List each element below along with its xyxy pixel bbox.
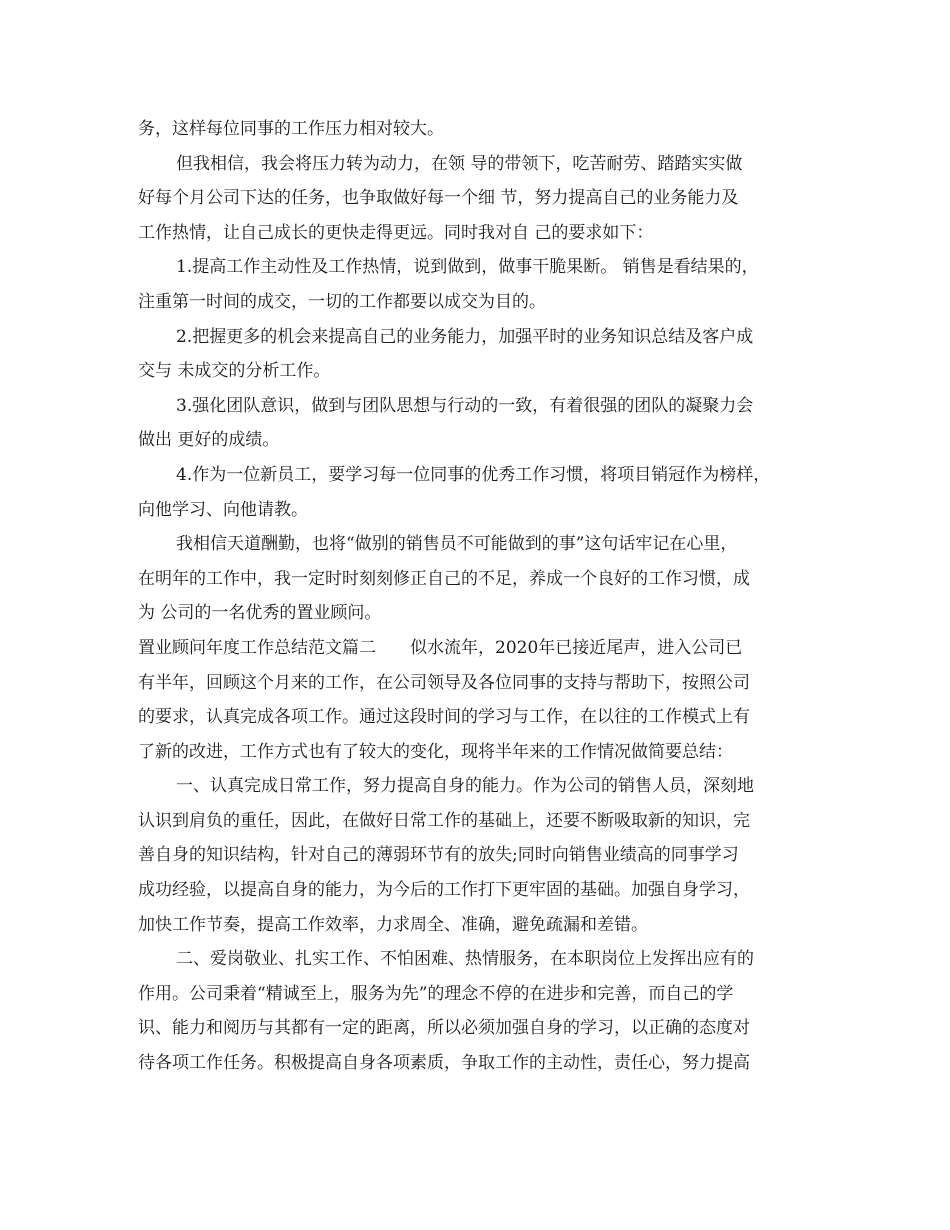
text-line: 4.作为一位新员工，要学习每一位同事的优秀工作习惯，将项目销冠作为榜样， bbox=[176, 464, 771, 485]
text-line: 作用。公司秉着“精诚至上，服务为先”的理念不停的在进步和完善，而自己的学 bbox=[138, 983, 734, 1004]
document-body bbox=[138, 112, 828, 1081]
text-line: 好每个月公司下达的任务，也争取做好每一个细 节，努力提高自己的业务能力及 bbox=[138, 188, 739, 209]
text-line: 二、爱岗敬业、扎实工作、不怕困难、热情服务，在本职岗位上发挥出应有的 bbox=[176, 949, 754, 970]
text-line: 交与 未成交的分析工作。 bbox=[138, 361, 331, 382]
text-line: 注重第一时间的成交，一切的工作都要以成交为目的。 bbox=[138, 291, 546, 312]
text-line: 1.提高工作主动性及工作热情，说到做到，做事干脆果断。 销售是看结果的， bbox=[176, 257, 759, 278]
text-line: 识、能力和阅历与其都有一定的距离，所以必须加强自身的学习，以正确的态度对 bbox=[138, 1018, 750, 1039]
text-line: 待各项工作任务。积极提高自身各项素质，争取工作的主动性，责任心，努力提高 bbox=[138, 1053, 750, 1074]
text-line: 做出 更好的成绩。 bbox=[138, 430, 280, 451]
text-line: 了新的改进，工作方式也有了较大的变化，现将半年来的工作情况做简要总结： bbox=[138, 741, 733, 762]
text-line: 工作热情，让自己成长的更快走得更远。同时我对自 己的要求如下： bbox=[138, 222, 654, 243]
text-line: 善自身的知识结构，针对自己的薄弱环节有的放失;同时向销售业绩高的同事学习 bbox=[138, 845, 739, 866]
text-line: 加快工作节奏，提高工作效率，力求周全、准确，避免疏漏和差错。 bbox=[138, 914, 648, 935]
text-line: 有半年，回顾这个月来的工作，在公司领导及各位同事的支持与帮助下，按照公司 bbox=[138, 672, 750, 693]
text-line: 一、认真完成日常工作，努力提高自身的能力。作为公司的销售人员，深刻地 bbox=[176, 776, 754, 797]
text-line: 的要求，认真完成各项工作。通过这段时间的学习与工作，在以往的工作模式上有 bbox=[138, 707, 750, 728]
text-line: 认识到肩负的重任，因此，在做好日常工作的基础上，还要不断吸取新的知识，完 bbox=[138, 810, 750, 831]
text-line: 向他学习、向他请教。 bbox=[138, 499, 308, 520]
text-line: 成功经验，以提高自身的能力，为今后的工作打下更牢固的基础。加强自身学习， bbox=[138, 880, 750, 901]
text-line: 我相信天道酬勤，也将“做别的销售员不可能做到的事”这句话牢记在心里， bbox=[176, 534, 738, 555]
section-heading-line: 置业顾问年度工作总结范文篇二 似水流年，2020年已接近尾声，进入公司已 bbox=[138, 637, 743, 658]
text-line: 3.强化团队意识，做到与团队思想与行动的一致，有着很强的团队的凝聚力会 bbox=[176, 395, 754, 416]
text-line: 但我相信，我会将压力转为动力，在领 导的带领下，吃苦耐劳、踏踏实实做 bbox=[176, 153, 743, 174]
text-line: 2.把握更多的机会来提高自己的业务能力，加强平时的业务知识总结及客户成 bbox=[176, 326, 754, 347]
text-line: 务，这样每位同事的工作压力相对较大。 bbox=[138, 119, 444, 139]
text-line: 为 公司的一名优秀的置业顾问。 bbox=[138, 603, 382, 624]
text-line: 在明年的工作中，我一定时时刻刻修正自己的不足，养成一个良好的工作习惯，成 bbox=[138, 568, 750, 589]
